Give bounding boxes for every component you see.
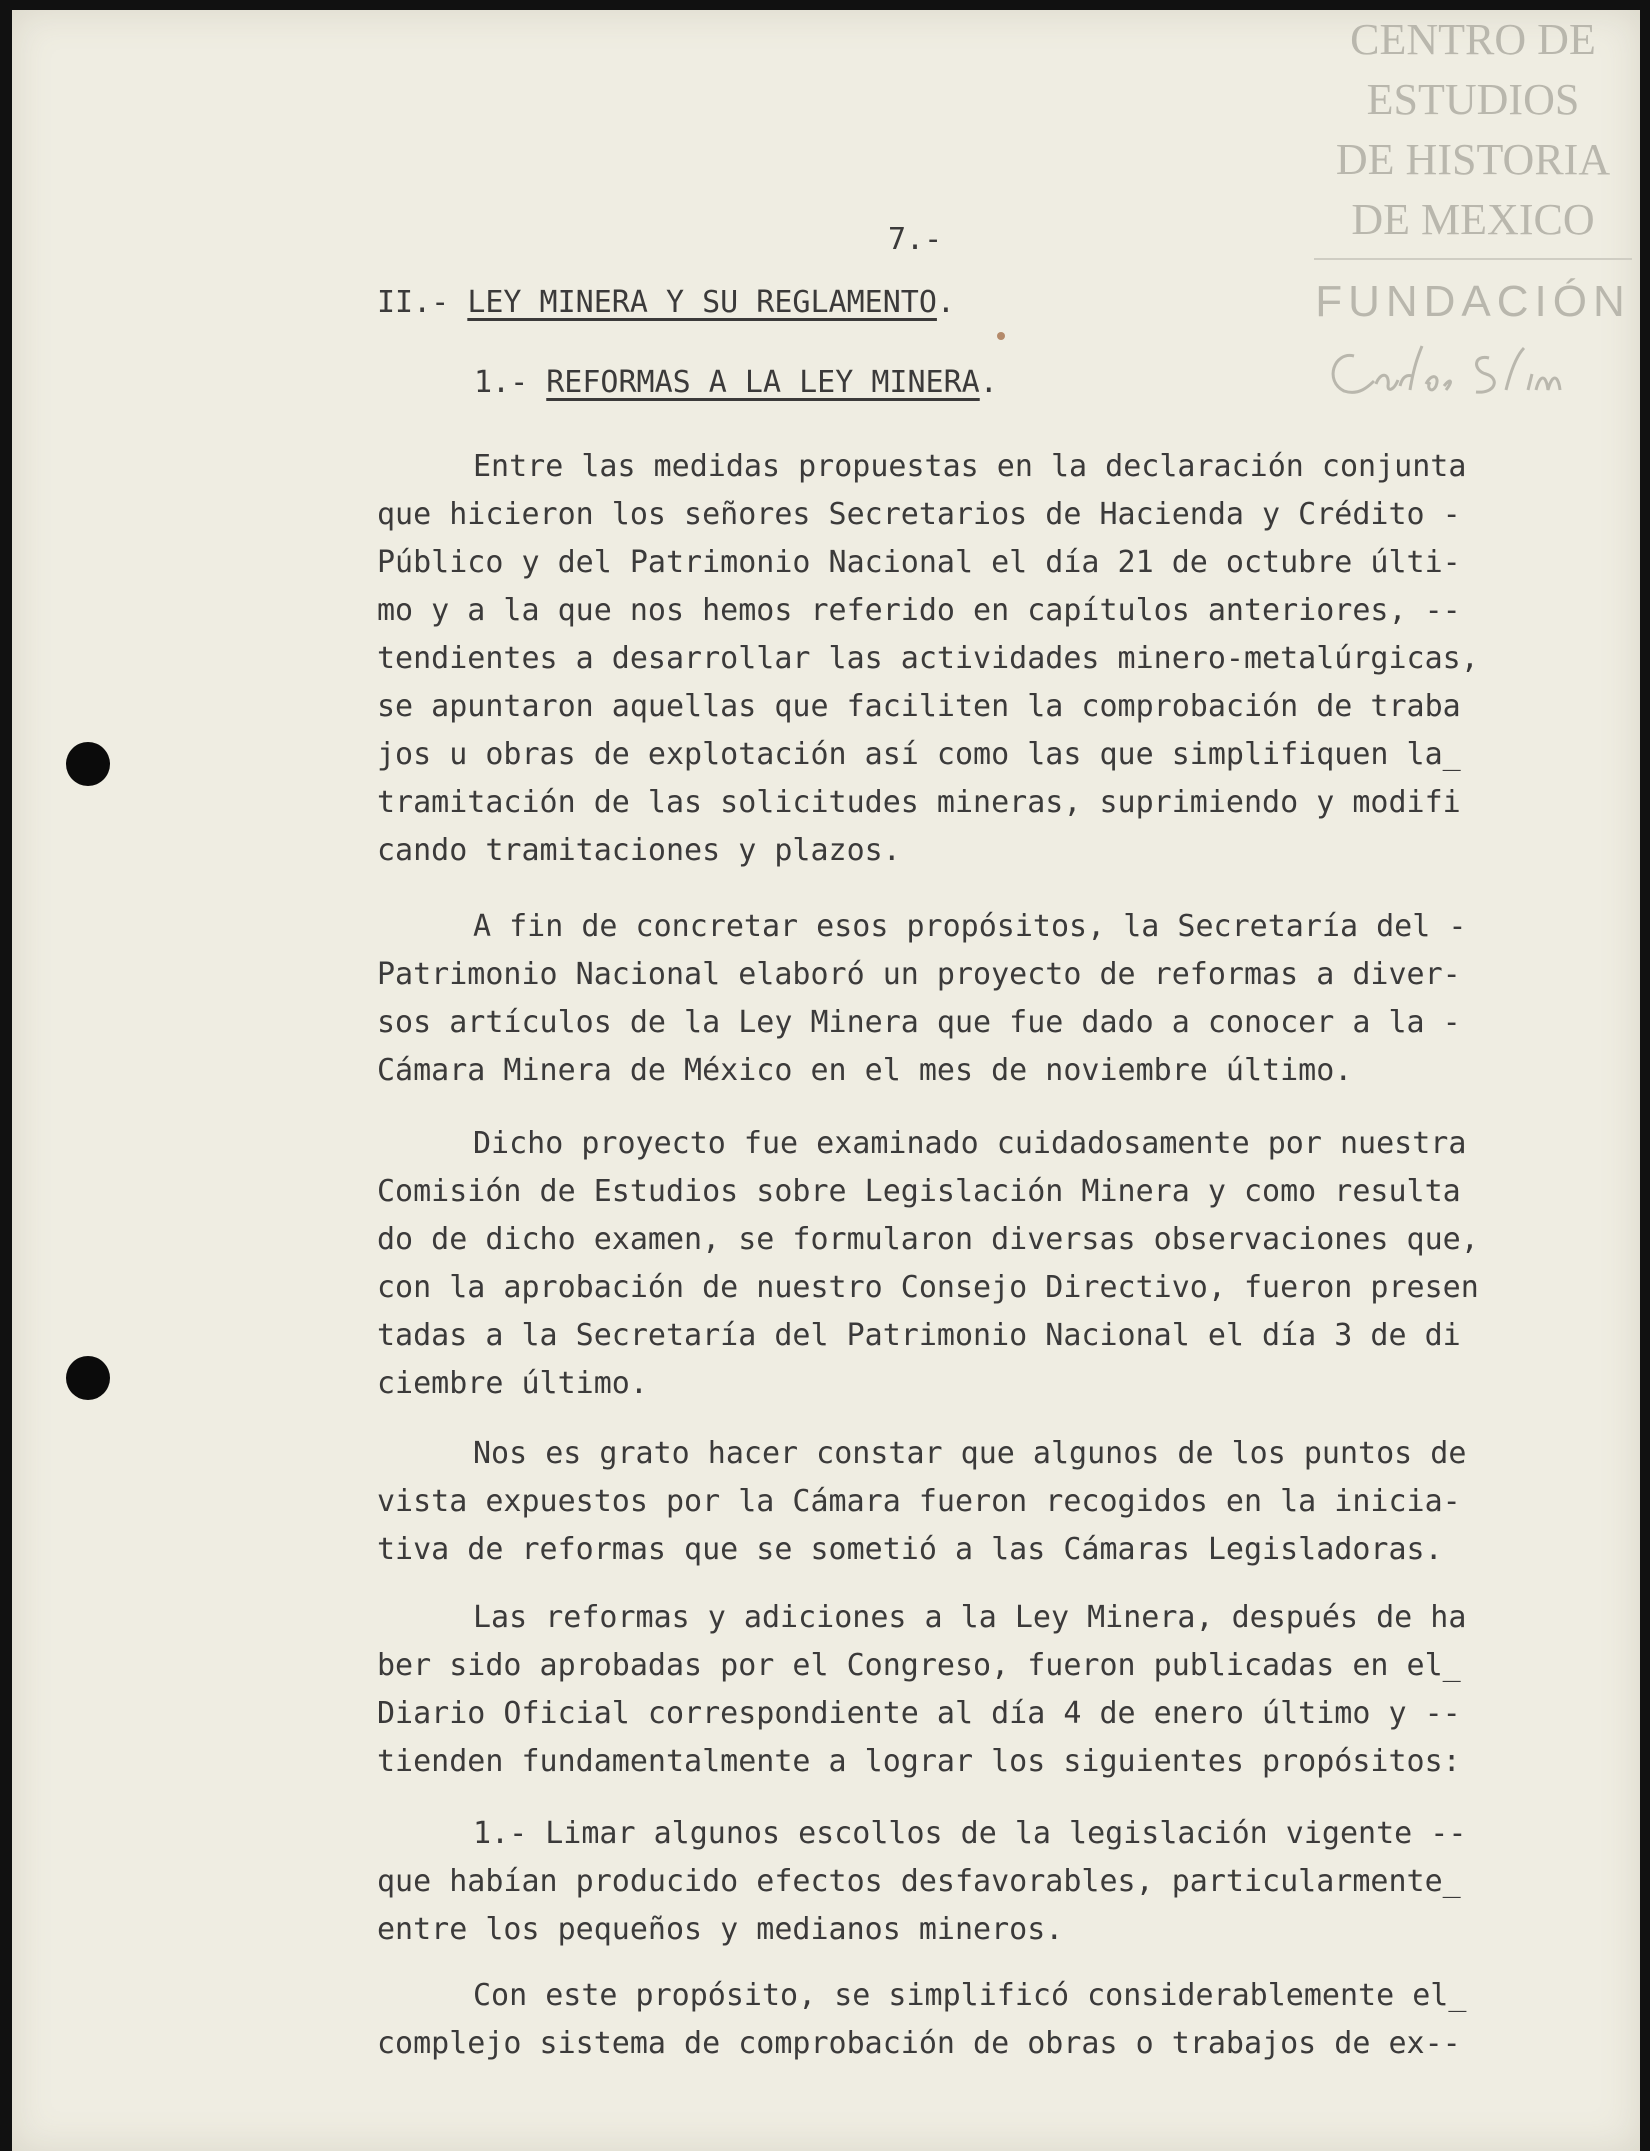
text-line: ciembre último. (377, 1366, 648, 1401)
punch-hole-top (66, 742, 110, 786)
ink-speck (997, 332, 1005, 340)
text-line: Con este propósito, se simplificó considerablemente el_ (473, 1978, 1467, 2013)
text-line: A fin de concretar esos propósitos, la Secretaría del - (473, 909, 1467, 944)
text-line: se apuntaron aquellas que faciliten la comprobación de traba (377, 689, 1461, 724)
watermark-line-2: ESTUDIOS (1366, 75, 1580, 124)
text-line: entre los pequeños y medianos mineros. (377, 1912, 1064, 1947)
subsection-heading-number: 1.- (474, 365, 529, 400)
text-line: Cámara Minera de México en el mes de noviembre último. (377, 1053, 1353, 1088)
watermark-fundacion: FUNDACIÓN (1315, 277, 1631, 326)
paragraph-7 (377, 1972, 1577, 2068)
paragraph-5 (377, 1594, 1577, 1786)
text-line: Patrimonio Nacional elaboró un proyecto de reformas a diver- (377, 957, 1461, 992)
watermark-line-4: DE MEXICO (1351, 195, 1595, 244)
text-line: Dicho proyecto fue examinado cuidadosamente por nuestra (473, 1126, 1467, 1161)
text-line: ber sido aprobadas por el Congreso, fueron publicadas en el_ (377, 1648, 1461, 1683)
section-heading-title: LEY MINERA Y SU REGLAMENTO (467, 285, 937, 320)
text-line: que habían producido efectos desfavorables, particularmente_ (377, 1864, 1461, 1899)
text-line: Nos es grato hacer constar que algunos de los puntos de (473, 1436, 1467, 1471)
paragraph-3 (377, 1120, 1577, 1408)
text-line: jos u obras de explotación así como las que simplifiquen la_ (377, 737, 1461, 772)
section-heading (377, 285, 955, 320)
subsection-heading-title: REFORMAS A LA LEY MINERA (546, 365, 980, 400)
section-heading-number: II.- (377, 285, 450, 320)
paragraph-4 (377, 1430, 1577, 1574)
text-line: complejo sistema de comprobación de obras o trabajos de ex-- (377, 2026, 1461, 2061)
text-line: tiva de reformas que se sometió a las Cámaras Legisladoras. (377, 1532, 1443, 1567)
page-number: 7.- (888, 222, 943, 257)
text-line: cando tramitaciones y plazos. (377, 833, 901, 868)
subsection-heading (474, 365, 998, 400)
text-line: tienden fundamentalmente a lograr los siguientes propósitos: (377, 1744, 1461, 1779)
document-page (12, 10, 1640, 2151)
archive-watermark (1314, 10, 1632, 411)
text-line: con la aprobación de nuestro Consejo Directivo, fueron presen (377, 1270, 1479, 1305)
text-line: 1.- Limar algunos escollos de la legislación vigente -- (473, 1816, 1467, 1851)
paragraph-1 (377, 443, 1577, 875)
paragraph-2 (377, 903, 1577, 1095)
section-heading-end: . (936, 285, 955, 320)
text-line: Las reformas y adiciones a la Ley Minera, después de ha (473, 1600, 1467, 1635)
signature-logo (1314, 336, 1632, 406)
text-line: vista expuestos por la Cámara fueron recogidos en la inicia- (377, 1484, 1461, 1519)
text-line: tramitación de las solicitudes mineras, suprimiendo y modifi (377, 785, 1461, 820)
watermark-divider (1314, 258, 1632, 260)
watermark-line-1: CENTRO DE (1350, 15, 1596, 64)
text-line: sos artículos de la Ley Minera que fue dado a conocer a la - (377, 1005, 1461, 1040)
text-line: tendientes a desarrollar las actividades minero-metalúrgicas, (377, 641, 1479, 676)
text-line: do de dicho examen, se formularon diversas observaciones que, (377, 1222, 1479, 1257)
punch-hole-bottom (66, 1356, 110, 1400)
text-line: Comisión de Estudios sobre Legislación Minera y como resulta (377, 1174, 1461, 1209)
paragraph-6 (377, 1810, 1577, 1954)
text-line: mo y a la que nos hemos referido en capítulos anteriores, -- (377, 593, 1461, 628)
text-line: tadas a la Secretaría del Patrimonio Nacional el día 3 de di (377, 1318, 1461, 1353)
text-line: Público y del Patrimonio Nacional el día 21 de octubre últi- (377, 545, 1461, 580)
text-line: que hicieron los señores Secretarios de Hacienda y Crédito - (377, 497, 1461, 532)
subsection-heading-end: . (979, 365, 998, 400)
text-line: Entre las medidas propuestas en la declaración conjunta (473, 449, 1467, 484)
text-line: Diario Oficial correspondiente al día 4 de enero último y -- (377, 1696, 1461, 1731)
watermark-line-3: DE HISTORIA (1335, 135, 1611, 184)
